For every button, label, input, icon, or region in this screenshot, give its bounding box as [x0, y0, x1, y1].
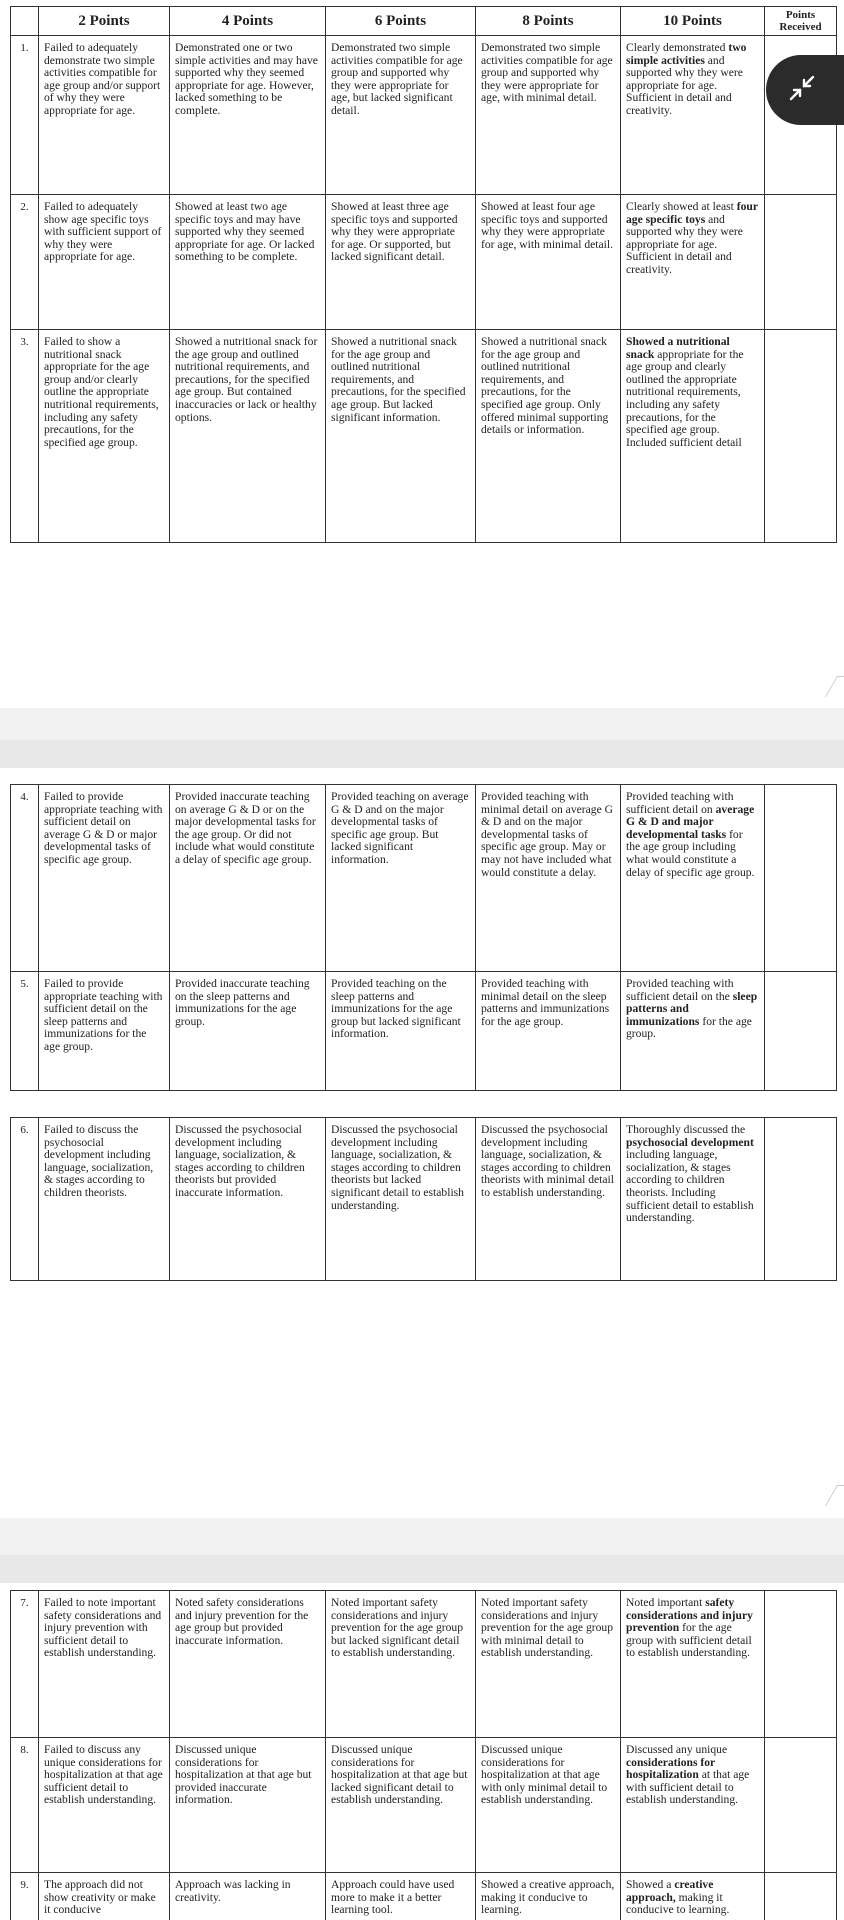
collapse-arrows-icon: [788, 74, 816, 107]
text: including language, socialization, & stages according to children theorists. Including sufficient detail to establish understanding.: [626, 1148, 754, 1225]
text: at that age with sufficient detail to establish understanding.: [626, 1768, 750, 1807]
cell-8-points: Provided teaching with minimal detail on the sleep patterns and immunizations for the age group.: [476, 972, 621, 1091]
bold-text: average G & D and major developmental tasks: [626, 802, 755, 841]
cell-4-points: Demonstrated one or two simple activities and may have supported why they seemed appropriate for age. However, lacked something to be complete.: [170, 36, 326, 195]
header-8-points: 8 Points: [476, 7, 621, 36]
table-row: [11, 330, 837, 543]
header-points-received: Points Received: [765, 7, 837, 36]
cell-10-points: [621, 1873, 765, 1920]
cell-8-points: Discussed the psychosocial development including language, socialization, & stages according to children theorists with minimal detail to establish understanding.: [476, 1118, 621, 1281]
cell-2-points: Failed to adequately demonstrate two simple activities compatible for age group and/or support of why they were appropriate for age.: [39, 36, 170, 195]
row-number: 3.: [11, 330, 39, 543]
cell-2-points: Failed to adequately show age specific toys with sufficient support of why they were appropriate for age.: [39, 195, 170, 330]
header-10-points: 10 Points: [621, 7, 765, 36]
header-num: [11, 7, 39, 36]
cell-8-points: Showed a creative approach, making it conducive to learning.: [476, 1873, 621, 1920]
cell-points-received[interactable]: [765, 1118, 837, 1281]
collapse-button[interactable]: [766, 55, 844, 125]
cell-4-points: Approach was lacking in creativity.: [170, 1873, 326, 1920]
text: and supported why they were appropriate for age. Sufficient in detail and creativity.: [626, 212, 743, 276]
table-row: [11, 785, 837, 972]
cell-points-received[interactable]: [765, 972, 837, 1091]
cell-8-points: Showed a nutritional snack for the age group and outlined nutritional requirements, and precautions, for the specified age group. Only offered minimal supporting details or information.: [476, 330, 621, 543]
cell-6-points: Discussed unique considerations for hospitalization at that age but lacked significant detail to establish understanding.: [326, 1738, 476, 1873]
cell-10-points: [621, 972, 765, 1091]
table-row: [11, 1873, 837, 1920]
text: Clearly demonstrated: [626, 41, 729, 54]
rubric-table-part-1: [10, 6, 837, 543]
text: Provided teaching with sufficient detail on: [626, 790, 734, 816]
table-row: [11, 36, 837, 195]
cell-8-points: Demonstrated two simple activities compatible for age group and supported why they were appropriate for age, with minimal detail.: [476, 36, 621, 195]
rubric-table-part-2: [10, 784, 837, 1281]
bold-text: creative approach,: [626, 1878, 714, 1904]
table-row: [11, 972, 837, 1091]
cell-8-points: Provided teaching with minimal detail on average G & D and on the major developmental tasks of specific age group. May or may not have included what would constitute a delay.: [476, 785, 621, 972]
cell-points-received[interactable]: [765, 195, 837, 330]
cell-6-points: Discussed the psychosocial development including language, socialization, & stages according to children theorists but lacked significant detail to establish understanding.: [326, 1118, 476, 1281]
cell-8-points: Discussed unique considerations for hospitalization at that age with only minimal detail to establish understanding.: [476, 1738, 621, 1873]
cell-2-points: The approach did not show creativity or make it conducive: [39, 1873, 170, 1920]
table-row: [11, 1738, 837, 1873]
text: Thoroughly discussed the: [626, 1123, 746, 1136]
rubric-page-1: [0, 0, 844, 708]
text: Noted important: [626, 1596, 706, 1609]
table-row: [11, 1118, 837, 1281]
page-shade: [0, 740, 844, 768]
cell-2-points: Failed to provide appropriate teaching with sufficient detail on the sleep patterns and immunizations for the age group.: [39, 972, 170, 1091]
cell-points-received[interactable]: [765, 330, 837, 543]
page-corner-mark: [825, 676, 844, 697]
text: and supported why they were appropriate for age. Sufficient in detail and creativity.: [626, 53, 743, 117]
cell-10-points: [621, 1738, 765, 1873]
text: for the age group including what would constitute a delay of specific age group.: [626, 827, 755, 879]
cell-points-received[interactable]: [765, 1738, 837, 1873]
text: Provided teaching with sufficient detail on the: [626, 977, 734, 1003]
text: making it conducive to learning.: [626, 1890, 730, 1917]
rubric-page-3: [0, 1555, 844, 1920]
cell-4-points: Discussed the psychosocial development including language, socialization, & stages according to children theorists but provided inaccurate information.: [170, 1118, 326, 1281]
spacer-cell: [11, 1091, 837, 1118]
table-spacer: [11, 1091, 837, 1118]
cell-6-points: Demonstrated two simple activities compatible for age group and supported why they were appropriate for age, but lacked significant detail.: [326, 36, 476, 195]
text: Clearly showed at least: [626, 200, 737, 213]
row-number: 9.: [11, 1873, 39, 1920]
text: Showed a: [626, 1878, 675, 1891]
cell-points-received[interactable]: [765, 785, 837, 972]
cell-points-received[interactable]: [765, 1873, 837, 1920]
cell-4-points: Provided inaccurate teaching on the sleep patterns and immunizations for the age group.: [170, 972, 326, 1091]
cell-6-points: Noted important safety considerations and injury prevention for the age group but lacked significant detail to establish understanding.: [326, 1591, 476, 1738]
bold-text: safety considerations and injury prevention: [626, 1596, 753, 1635]
row-number: 8.: [11, 1738, 39, 1873]
row-number: 2.: [11, 195, 39, 330]
cell-8-points: Showed at least four age specific toys and supported why they were appropriate for age, with minimal detail.: [476, 195, 621, 330]
cell-4-points: Showed a nutritional snack for the age group and outlined nutritional requirements, and precautions, for the specified age group. But contained inaccuracies or lack or healthy options.: [170, 330, 326, 543]
text: appropriate for the age group and clearly outlined the appropriate nutritional requirements, including any safety precautions, for the specified age group. Included sufficient detail: [626, 347, 744, 449]
page-shade: [0, 1555, 844, 1583]
page-corner-mark: [825, 1485, 844, 1506]
row-number: 5.: [11, 972, 39, 1091]
text: for the age group with sufficient detail to establish understanding.: [626, 1621, 752, 1660]
bold-text: considerations for hospitalization: [626, 1755, 715, 1782]
header-2-points: 2 Points: [39, 7, 170, 36]
cell-6-points: Showed at least three age specific toys and supported why they were appropriate for age. Or supported, but lacked significant detail.: [326, 195, 476, 330]
cell-6-points: Provided teaching on the sleep patterns and immunizations for the age group but lacked significant information.: [326, 972, 476, 1091]
table-row: [11, 1591, 837, 1738]
table-row: [11, 195, 837, 330]
cell-10-points: [621, 330, 765, 543]
cell-6-points: Provided teaching on average G & D and on the major developmental tasks of specific age group. But lacked significant information.: [326, 785, 476, 972]
bold-text: two simple activities: [626, 41, 747, 67]
cell-10-points: [621, 1118, 765, 1281]
cell-points-received[interactable]: [765, 1591, 837, 1738]
cell-10-points: [621, 785, 765, 972]
header-4-points: 4 Points: [170, 7, 326, 36]
cell-2-points: Failed to provide appropriate teaching with sufficient detail on average G & D or major developmental tasks of specific age group.: [39, 785, 170, 972]
rubric-table-part-3: [10, 1590, 837, 1920]
row-number: 1.: [11, 36, 39, 195]
bold-text: Showed a nutritional snack: [626, 335, 730, 361]
cell-2-points: Failed to discuss the psychosocial development including language, socialization, & stages according to children theorists.: [39, 1118, 170, 1281]
cell-10-points: [621, 36, 765, 195]
cell-8-points: Noted important safety considerations and injury prevention for the age group with minimal detail to establish understanding.: [476, 1591, 621, 1738]
row-number: 4.: [11, 785, 39, 972]
row-number: 6.: [11, 1118, 39, 1281]
cell-2-points: Failed to note important safety considerations and injury prevention with sufficient detail to establish understanding.: [39, 1591, 170, 1738]
text: for the age group.: [626, 1014, 752, 1041]
cell-2-points: Failed to show a nutritional snack appropriate for the age group and/or clearly outline the appropriate nutritional requirements, including any safety precautions, for the specified age group.: [39, 330, 170, 543]
header-row: [11, 7, 837, 36]
cell-4-points: Discussed unique considerations for hospitalization at that age but provided inaccurate information.: [170, 1738, 326, 1873]
cell-4-points: Provided inaccurate teaching on average G & D or on the major developmental tasks for the age group. Or did not include what would constitute a delay of specific age group.: [170, 785, 326, 972]
cell-6-points: Approach could have used more to make it a better learning tool.: [326, 1873, 476, 1920]
cell-6-points: Showed a nutritional snack for the age group and outlined nutritional requirements, and precautions, for the specified age group. But lacked significant information.: [326, 330, 476, 543]
cell-2-points: Failed to discuss any unique considerations for hospitalization at that age sufficient detail to establish understanding.: [39, 1738, 170, 1873]
bold-text: sleep patterns and immunizations: [626, 989, 758, 1028]
header-6-points: 6 Points: [326, 7, 476, 36]
bold-text: four age specific toys: [626, 200, 758, 226]
row-number: 7.: [11, 1591, 39, 1738]
cell-10-points: [621, 195, 765, 330]
rubric-page-2: [0, 740, 844, 1518]
text: Discussed any unique: [626, 1743, 728, 1756]
cell-4-points: Showed at least two age specific toys and may have supported why they seemed appropriate for age. Or lacked something to be complete.: [170, 195, 326, 330]
cell-4-points: Noted safety considerations and injury prevention for the age group but provided inaccurate information.: [170, 1591, 326, 1738]
cell-10-points: [621, 1591, 765, 1738]
bold-text: psychosocial development: [626, 1135, 754, 1149]
